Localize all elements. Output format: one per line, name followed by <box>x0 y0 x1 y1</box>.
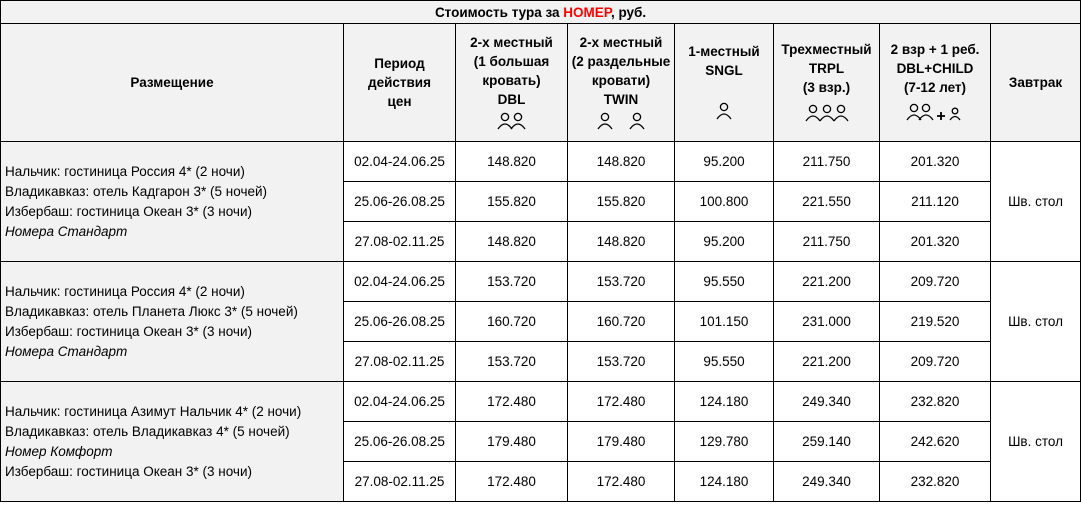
table-row <box>1 382 1081 422</box>
two-persons-icon <box>456 111 567 133</box>
header-trpl: Трехместный TRPL (3 взр.) <box>774 24 880 142</box>
accommodation-cell: Нальчик: гостиница Россия 4* (2 ночи) Владикавказ: отель Кадгарон 3* (5 ночей) Избербаш: гостиница Океан 3* (3 ночи) Номера Стандарт <box>1 142 344 262</box>
price-cell: 211.750 <box>774 222 880 262</box>
price-cell: 124.180 <box>675 382 774 422</box>
price-cell: 232.820 <box>880 382 991 422</box>
price-cell: 221.550 <box>774 182 880 222</box>
price-cell: 129.780 <box>675 422 774 462</box>
price-cell: 95.200 <box>675 142 774 182</box>
price-cell: 211.750 <box>774 142 880 182</box>
period-cell: 25.06-26.08.25 <box>344 182 456 222</box>
price-cell: 153.720 <box>456 262 568 302</box>
period-cell: 25.06-26.08.25 <box>344 302 456 342</box>
price-cell: 172.480 <box>456 462 568 502</box>
breakfast-cell: Шв. стол <box>991 382 1081 502</box>
single-person-icon <box>675 101 773 123</box>
price-cell: 155.820 <box>568 182 675 222</box>
price-cell: 221.200 <box>774 262 880 302</box>
price-cell: 148.820 <box>568 222 675 262</box>
header-accommodation: Размещение <box>1 24 344 142</box>
price-cell: 172.480 <box>456 382 568 422</box>
price-cell: 211.120 <box>880 182 991 222</box>
price-cell: 179.480 <box>568 422 675 462</box>
price-cell: 153.720 <box>568 262 675 302</box>
price-cell: 219.520 <box>880 302 991 342</box>
period-cell: 02.04-24.06.25 <box>344 382 456 422</box>
price-cell: 201.320 <box>880 222 991 262</box>
period-cell: 27.08-02.11.25 <box>344 462 456 502</box>
price-cell: 95.550 <box>675 342 774 382</box>
title-prefix: Стоимость тура за <box>434 4 564 20</box>
header-sngl: 1-местный SNGL <box>675 24 774 142</box>
header-dbl: 2-х местный (1 большая кровать) DBL <box>456 24 568 142</box>
price-cell: 231.000 <box>774 302 880 342</box>
period-cell: 27.08-02.11.25 <box>344 342 456 382</box>
table-title <box>1 1 1081 24</box>
period-cell: 27.08-02.11.25 <box>344 222 456 262</box>
price-cell: 221.200 <box>774 342 880 382</box>
price-cell: 172.480 <box>568 382 675 422</box>
price-cell: 160.720 <box>456 302 568 342</box>
price-cell: 249.340 <box>774 462 880 502</box>
price-cell: 148.820 <box>456 142 568 182</box>
three-persons-icon <box>774 103 879 125</box>
title-suffix: , руб. <box>610 4 647 20</box>
period-cell: 02.04-24.06.25 <box>344 142 456 182</box>
price-cell: 100.800 <box>675 182 774 222</box>
price-cell: 201.320 <box>880 142 991 182</box>
table-row <box>1 142 1081 182</box>
price-cell: 155.820 <box>456 182 568 222</box>
header-period: Период действия цен <box>344 24 456 142</box>
price-cell: 124.180 <box>675 462 774 502</box>
accommodation-cell: Нальчик: гостиница Азимут Нальчик 4* (2 ночи) Владикавказ: отель Владикавказ 4* (5 ночей) Номер Комфорт Избербаш: гостиница Океан 3* (3 ночи) <box>1 382 344 502</box>
breakfast-cell: Шв. стол <box>991 142 1081 262</box>
price-cell: 153.720 <box>568 342 675 382</box>
period-cell: 25.06-26.08.25 <box>344 422 456 462</box>
header-dbl-child: 2 взр + 1 реб. DBL+CHILD (7-12 лет) <box>880 24 991 142</box>
price-cell: 95.550 <box>675 262 774 302</box>
price-cell: 232.820 <box>880 462 991 502</box>
price-cell: 172.480 <box>568 462 675 502</box>
price-cell: 179.480 <box>456 422 568 462</box>
price-cell: 259.140 <box>774 422 880 462</box>
price-cell: 101.150 <box>675 302 774 342</box>
price-cell: 249.340 <box>774 382 880 422</box>
breakfast-cell: Шв. стол <box>991 262 1081 382</box>
price-cell: 160.720 <box>568 302 675 342</box>
header-twin: 2-х местный (2 раздельные кровати) TWIN <box>568 24 675 142</box>
header-breakfast: Завтрак <box>991 24 1081 142</box>
price-cell: 95.200 <box>675 222 774 262</box>
price-cell: 209.720 <box>880 262 991 302</box>
price-cell: 148.820 <box>568 142 675 182</box>
period-cell: 02.04-24.06.25 <box>344 262 456 302</box>
table-row <box>1 262 1081 302</box>
price-cell: 209.720 <box>880 342 991 382</box>
two-adults-plus-child-icon <box>880 103 990 125</box>
price-cell: 148.820 <box>456 222 568 262</box>
two-separate-persons-icon <box>568 111 674 133</box>
price-cell: 153.720 <box>456 342 568 382</box>
price-cell: 242.620 <box>880 422 991 462</box>
accommodation-cell: Нальчик: гостиница Россия 4* (2 ночи) Владикавказ: отель Планета Люкс 3* (5 ночей) Избербаш: гостиница Океан 3* (3 ночи) Номера Стандарт <box>1 262 344 382</box>
title-highlight: НОМЕР <box>563 4 611 20</box>
